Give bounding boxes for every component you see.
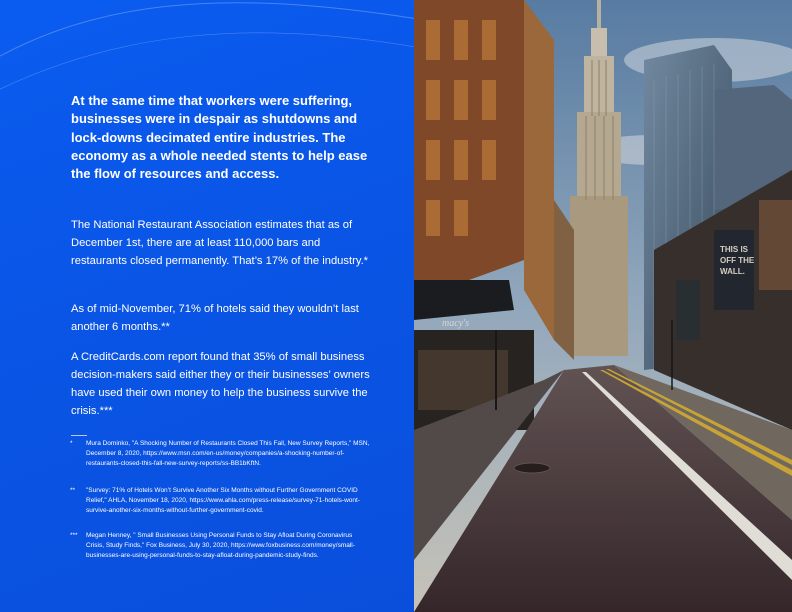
paragraph-restaurants: The National Restaurant Association estimates that as of December 1st, there are at least 110,000 bars and restaurants closed permanently. That’s 17% of the industry.*	[71, 219, 369, 267]
headline: At the same time that workers were suffering, businesses were in despair as shutdowns and lock-downs decimated entire industries. The economy as a whole needed stents to help ease the flow of resources and access.	[71, 93, 368, 182]
footnote-marker: **	[70, 487, 76, 494]
street-illustration	[414, 0, 792, 612]
paragraph-small-business: A CreditCards.com report found that 35% of small business decision-makers said either they or their businesses’ owners have used their own money to help the business survive the crisis.***	[71, 351, 370, 417]
footnote-3	[70, 531, 370, 562]
store-sign: macy's	[442, 318, 470, 329]
footnote-text: Mura Dominko, "A Shocking Number of Restaurants Closed This Fall, New Survey Reports," MSN, December 8, 2020, https://www.msn.com/en-us/money/companies/a-shocking-number-of-restaurants-closed-this-fall-new-survey-reports/ss-BB1bKftN.	[86, 440, 370, 468]
city-street-photo	[414, 0, 792, 612]
footnote-1	[70, 439, 370, 470]
footnote-marker: ***	[70, 532, 78, 539]
footnote-text: Megan Henney, " Small Businesses Using Personal Funds to Stay Afloat During Coronavirus Crisis, Study Finds," Fox Business, July 30, 2020, https://www.foxbusiness.com/money/small-businesses-are-using-personal-funds-to-stay-afloat-during-pandemic-study-finds.	[86, 532, 355, 560]
billboard-text: THIS IS OFF THE WALL.	[720, 245, 755, 276]
footnote-marker: *	[70, 440, 73, 447]
paragraph-hotels: As of mid-November, 71% of hotels said they wouldn’t last another 6 months.**	[71, 303, 359, 333]
footnote-text: "Survey: 71% of Hotels Won’t Survive Another Six Months without Further Government COVID Relief," AHLA, November 18, 2020, https://www.ahla.com/press-release/survey-71-hotels-wont-survive-another-six-months-without-further-government-covid.	[86, 487, 360, 515]
footnote-divider	[71, 435, 87, 436]
footnote-2	[70, 486, 370, 517]
